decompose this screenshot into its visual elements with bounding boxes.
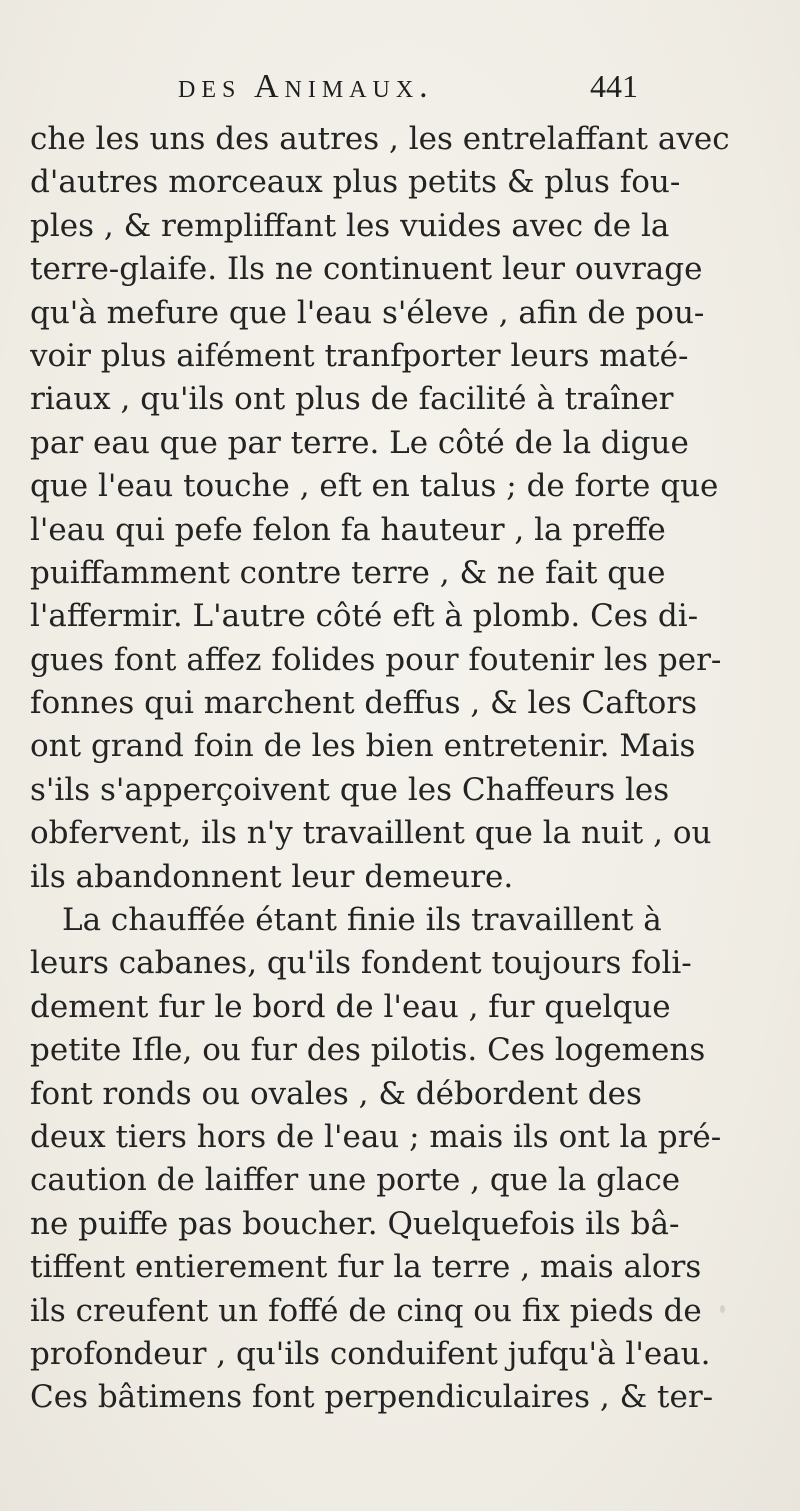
text-line-5: qu'à mefure que l'eau s'éleve , afin de pou- <box>30 294 705 331</box>
text-line-23: font ronds ou ovales , & débordent des <box>30 1075 642 1112</box>
text-line-14: fonnes qui marchent deffus , & les Caftors <box>30 685 698 722</box>
running-head <box>0 68 800 118</box>
text-line-17: obfervent, ils n'y travaillent que la nuit , ou <box>30 815 712 852</box>
text-line-4: terre-glaife. Ils ne continuent leur ouvrage <box>30 251 703 288</box>
text-line-12: l'affermir. L'autre côté eft à plomb. Ces di- <box>30 598 699 635</box>
text-line-13: gues font affez folides pour foutenir les per- <box>30 641 722 678</box>
running-title: des Animaux. <box>178 68 434 105</box>
text-line-29: profondeur , qu'ils conduifent jufqu'à l'eau. <box>30 1335 711 1372</box>
text-line-8: par eau que par terre. Le côté de la digue <box>30 424 689 461</box>
text-line-11: puiffamment contre terre , & ne fait que <box>30 554 666 591</box>
text-line-26: ne puiffe pas boucher. Quelquefois ils bâ- <box>30 1205 680 1242</box>
paper-speck <box>720 1305 725 1313</box>
text-line-22: petite Ifle, ou fur des pilotis. Ces logemens <box>30 1032 706 1069</box>
text-line-2: d'autres morceaux plus petits & plus fou- <box>30 164 681 201</box>
text-line-10: l'eau qui pefe felon fa hauteur , la preffe <box>30 511 666 548</box>
page-number: 441 <box>590 68 638 104</box>
text-line-18: ils abandonnent leur demeure. <box>30 858 514 895</box>
text-line-20: leurs cabanes, qu'ils fondent toujours foli- <box>30 945 692 982</box>
text-line-7: riaux , qu'ils ont plus de facilité à traîner <box>30 381 674 418</box>
text-line-27: tiffent entierement fur la terre , mais alors <box>30 1249 702 1286</box>
text-line-3: ples , & rempliffant les vuides avec de la <box>30 207 670 244</box>
text-line-24: deux tiers hors de l'eau ; mais ils ont la pré- <box>30 1118 722 1155</box>
text-line-9: que l'eau touche , eft en talus ; de forte que <box>30 468 719 505</box>
text-line-28: ils creufent un foffé de cinq ou fix pieds de <box>30 1292 702 1329</box>
text-line-25: caution de laiffer une porte , que la glace <box>30 1162 681 1199</box>
text-line-30: Ces bâtimens font perpendiculaires , & ter- <box>30 1379 714 1416</box>
text-line-21: dement fur le bord de l'eau , fur quelque <box>30 988 671 1025</box>
text-line-6: voir plus aifément tranfporter leurs maté- <box>30 337 689 374</box>
text-line-19: La chauffée étant finie ils travaillent à <box>62 902 662 939</box>
text-line-15: ont grand foin de les bien entretenir. Mais <box>30 728 696 765</box>
text-line-16: s'ils s'apperçoivent que les Chaffeurs les <box>30 771 670 808</box>
body-text <box>30 118 790 1420</box>
text-line-1: che les uns des autres , les entrelaffant avec <box>30 121 730 157</box>
